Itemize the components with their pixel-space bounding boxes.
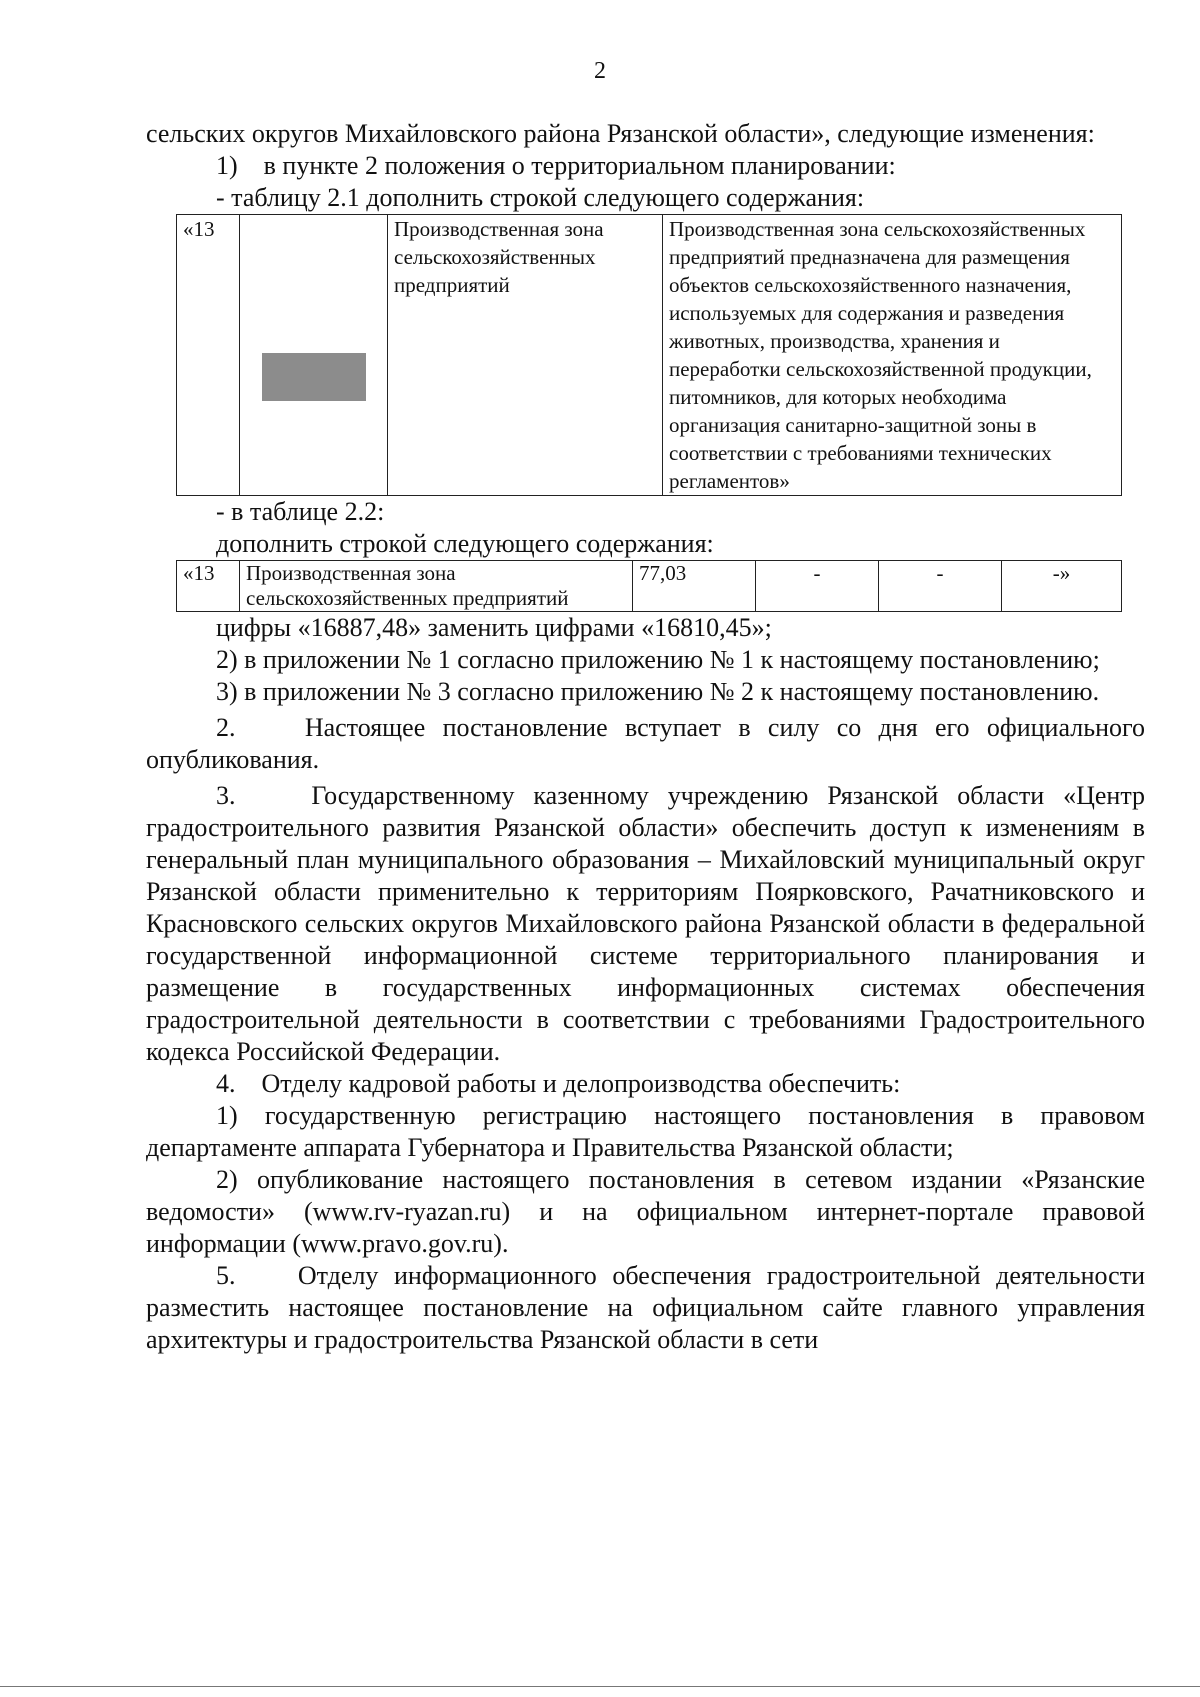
cell-dash-2: -	[879, 561, 1002, 612]
section-4-item-1: 1) государственную регистрацию настоящего постановления в правовом департаменте аппарата Губернатора и Правительства Рязанской области;	[146, 1101, 1145, 1162]
item-2: 2) в приложении № 1 согласно приложению № 1 к настоящему постановлению;	[216, 645, 1100, 674]
table-2-1-intro: - таблицу 2.1 дополнить строкой следующего содержания:	[216, 183, 865, 212]
table-row	[177, 215, 1122, 496]
table-2-1	[176, 214, 1122, 496]
page-number: 2	[594, 58, 606, 84]
zone-description: Производственная зона сельскохозяйственных предприятий предназначена для размещения объектов сельскохозяйственного назначения, используемых для содержания и разведения животных, производства, хранения и переработки сельскохозяйственной продукции, питомников, для которых необходима организация санитарно-защитной зоны в соответствии с требованиями технических регламентов»	[663, 215, 1122, 496]
row-number: «13	[177, 215, 240, 496]
section-2: 2. Настоящее постановление вступает в силу со дня его официального опубликования.	[146, 713, 1145, 774]
table-2-2-intro-2: дополнить строкой следующего содержания:	[216, 529, 714, 558]
table-2-2-intro: - в таблице 2.2:	[216, 497, 385, 526]
table-row	[177, 561, 1122, 612]
digits-replace: цифры «16887,48» заменить цифрами «16810,45»;	[216, 613, 772, 642]
item-1: 1) в пункте 2 положения о территориальном планировании:	[216, 151, 896, 180]
cell-dash-1: -	[756, 561, 879, 612]
intro-line: сельских округов Михайловского района Рязанской области», следующие изменения:	[146, 119, 1095, 148]
document-body	[146, 118, 1145, 1356]
table-2-2	[176, 560, 1122, 612]
cell-dash-3: -»	[1002, 561, 1122, 612]
section-3: 3. Государственному казенному учреждению Рязанской области «Центр градостроительного развития Рязанской области» обеспечить доступ к изменениям в генеральный план муниципального образования – Михайловский муниципальный округ Рязанской области применительно к территориям Поярковского, Рачатниковского и Красновского сельских округов Михайловского района Рязанской области в федеральной государственной информационной системе территориального планирования и размещение в государственных информационных системах обеспечения градостроительной деятельности в соответствии с требованиями Градостроительного кодекса Российской Федерации.	[146, 781, 1145, 1066]
page-bottom-rule	[0, 1686, 1200, 1687]
item-3: 3) в приложении № 3 согласно приложению № 2 к настоящему постановлению.	[216, 677, 1100, 706]
zone-name: Производственная зона сельскохозяйственных предприятий	[240, 561, 633, 612]
section-5: 5. Отделу информационного обеспечения градостроительной деятельности разместить настоящее постановление на официальном сайте главного управления архитектуры и градостроительства Рязанской области в сети	[146, 1261, 1145, 1354]
section-4-item-2: 2) опубликование настоящего постановления в сетевом издании «Рязанские ведомости» (www.rv-ryazan.ru) и на официальном интернет-портале правовой информации (www.pravo.gov.ru).	[146, 1165, 1145, 1258]
legend-swatch	[262, 353, 366, 401]
area-value: 77,03	[633, 561, 756, 612]
section-4: 4. Отделу кадровой работы и делопроизводства обеспечить:	[216, 1069, 901, 1098]
zone-name: Производственная зона сельскохозяйственных предприятий	[388, 215, 663, 496]
legend-swatch-cell	[240, 215, 388, 496]
row-number: «13	[177, 561, 240, 612]
